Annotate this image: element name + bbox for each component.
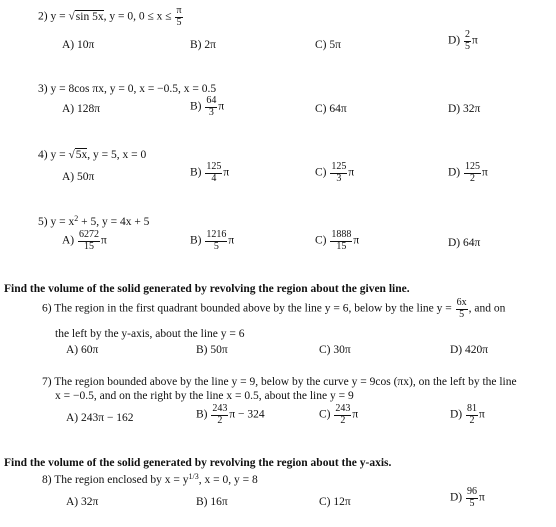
choice-c[interactable] [319,404,358,426]
fraction: $\frac{1216}{5}$ [206,229,227,252]
problem-number: 2) [38,10,48,23]
choice-label: B) [190,234,202,247]
problem-number: 3) [38,83,48,95]
choice-a[interactable]: A) 50π [62,171,95,183]
pi-symbol: π [101,234,107,247]
problem-7-stem-line2: x = −0.5, and on the right by the line x = 0.5, about the line y = 9 [55,390,354,402]
choice-label: D) [450,491,463,504]
problem-7-stem: 7) The region bounded above by the line y = 9, below by the curve y = 9cos (πx), on the left by the line [42,376,517,388]
choice-label: D) [450,408,463,421]
fraction: $\frac{125}{2}$ [465,161,481,184]
fraction: $\frac{2}{5}$ [465,29,471,52]
fraction: $\frac{1888}{15}$ [331,229,352,252]
choice-label: B) [190,100,202,113]
pi-symbol: π [352,408,359,421]
pi-symbol: π [228,234,235,247]
problem-6-stem [42,298,505,320]
choice-a[interactable]: A) 243π − 162 [66,412,134,424]
choice-d[interactable] [448,162,488,184]
choice-d[interactable]: D) 32π [448,103,481,115]
choice-b[interactable] [190,96,224,118]
problem-3-stem: 3) y = 8cos πx, y = 0, x = −0.5, x = 0.5 [38,83,217,95]
choice-d[interactable] [450,404,485,426]
problem-4-stem: 4) y = √5x, y = 5, x = 0 [38,149,147,161]
pi-symbol: π [479,408,485,421]
choice-label: C) [319,408,331,421]
fraction: $\frac{96}{5}$ [467,486,478,509]
choice-b[interactable] [190,230,234,252]
problem-number: 4) [38,149,48,161]
choice-label: B) [196,408,208,421]
choice-a[interactable]: A) 60π [66,344,99,356]
choice-b[interactable] [196,404,265,426]
choice-a[interactable] [62,230,107,252]
fraction: $\frac{6x}{5}$ [456,297,467,320]
problem-text: 8) The region enclosed by x = y [42,474,189,486]
problem-text: , x = 0, y = 8 [198,474,258,486]
pi-symbol: π [479,491,485,504]
choice-b[interactable]: B) 2π [190,39,216,51]
choice-b[interactable]: B) 50π [196,344,228,356]
pi-symbol: π [353,234,360,247]
choice-label: D) [448,166,461,179]
fraction: $\frac{243}{2}$ [335,403,351,426]
problem-number: 5) [38,216,48,228]
section-heading: Find the volume of the solid generated by revolving the region about the y-axis. [4,457,392,469]
choice-c[interactable]: C) 12π [319,496,351,508]
choice-d[interactable]: D) 420π [450,344,489,356]
choice-c[interactable] [315,230,359,252]
choice-d[interactable] [448,30,478,52]
pi-symbol: π [348,166,355,179]
fraction: $\frac{81}{2}$ [467,403,478,426]
exponent: 1/3 [188,472,199,481]
choice-c[interactable]: C) 30π [319,344,351,356]
choice-b[interactable] [190,162,229,184]
pi-symbol: π [482,166,488,179]
problem-text: , and on [468,302,506,315]
fraction: $\frac{125}{4}$ [206,161,222,184]
fraction: $\frac{6272}{15}$ [79,229,100,252]
pi-symbol: π [223,166,230,179]
problem-8-stem [42,473,258,487]
choice-a[interactable]: A) 128π [62,103,101,115]
choice-c[interactable] [315,162,354,184]
choice-label: C) [315,234,327,247]
choice-d[interactable]: D) 64π [448,237,481,249]
choice-a[interactable]: A) 10π [62,39,95,51]
choice-label: C) [315,166,327,179]
problem-2-stem: 2) y = √sin 5x, y = 0, 0 ≤ x ≤ $\frac{\pi}{5}$ [38,5,182,28]
problem-text: 6) The region in the first quadrant bounded above by the line y = 6, below by the line y = [42,302,452,315]
choice-label: B) [190,166,202,179]
problem-6-stem-line2: the left by the y-axis, about the line y = 6 [55,328,245,340]
fraction: $\frac{125}{3}$ [331,161,347,184]
choice-c[interactable]: C) 5π [315,39,341,51]
pi-symbol: π [472,34,478,47]
choice-c[interactable]: C) 64π [315,103,347,115]
choice-a[interactable]: A) 32π [66,496,99,508]
problem-5-stem: 5) $y = x^2 + 5$, y = 4x + 5 [38,214,150,228]
choice-label: D) [448,34,461,47]
choice-d[interactable] [450,487,485,509]
fraction: $\frac{243}{2}$ [212,403,228,426]
pi-symbol: π [218,100,225,113]
choice-b[interactable]: B) 16π [196,496,228,508]
fraction: $\frac{\pi}{5}$ [176,5,182,28]
choice-label: A) [62,234,75,247]
section-heading: Find the volume of the solid generated by revolving the region about the given line. [4,283,410,295]
choice-tail: π − 324 [229,408,265,421]
fraction: $\frac{64}{3}$ [206,95,217,118]
